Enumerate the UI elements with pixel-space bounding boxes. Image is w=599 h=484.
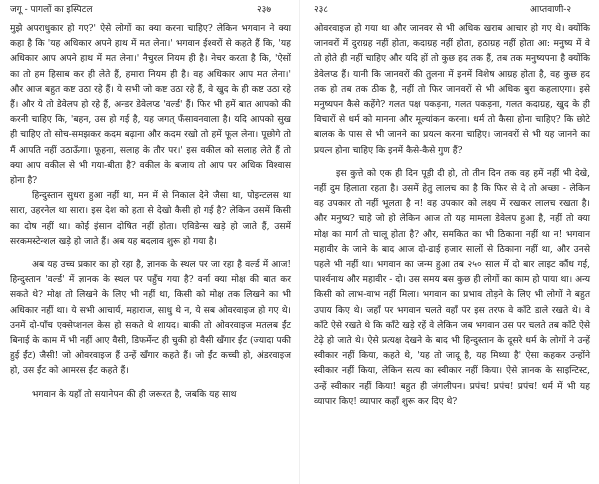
page-number: २३८ <box>314 5 329 15</box>
paragraph: इस कुत्ते को एक ही दिन पूड़ी दी हो, तो तीन दिन तक वह हमें नहीं भी देखे, नहीं दुम हिलाता रहता है। उसमें हेतु लालच का है कि फिर से दे तो अच्छा - लेकिन वह उपकार तो नहीं भूलता है न! वह उपकार को लक्ष्य में रखकर लालच रखता है। और मनुष्य? चाहे जो हो लेकिन आज तो यह मामला डेवेलप हुआ है, नहीं तो क्या मोक्ष का मार्ग तो चालू होता है? और, समकित का भी ठिकाना नहीं था न! भगवान महावीर के जाने के बाद आज दो-ढाई हजार सालों से ठिकाना नहीं था, और उनसे पहले भी नहीं था। भगवान का जन्म हुआ तब २५० साल में दो बार लाइट कौंध गई, पार्श्वनाथ और महावीर - दो। उस समय बस कुछ ही लोगों का काम हो पाया था। अन्य किसी को लाभ-वाभ नहीं मिला। भगवान का प्रभाव तोड़ने के लिए भी लोगों ने बहुत उपाय किए थे। जहाँ पर भगवान चलते वहाँ पर इस तरफ वे काँटे डाले रखते थे। वे काँटे ऐसे रखते थे कि काँटे खड़े रहें वे लेकिन जब भगवान उस पर चलते तब काँटे ऐसे टेढ़े हो जाते थे। ऐसे प्रत्यक्ष देखने के बाद भी हिन्दुस्तान के दूसरे धर्म के लोगों ने उन्हें स्वीकार नहीं किया, कहते थे, 'यह तो जादू है, यह मिथ्या है' ऐसा कहकर उन्होंने स्वीकार नहीं किया, लेकिन सत्य का स्वीकार नहीं किया। ऐसे ज्ञानक के साइन्टिस्ट, उन्हें स्वीकार नहीं किया! बहुत ही जंगलीपन। प्रपंच! प्रपंच! प्रपंच! धर्म में भी यह व्यापार किए! व्यापार कहाँ शुरू कर दिए थे? <box>314 168 590 407</box>
paragraph: मुझे अपराधुकार हो गए?' ऐसे लोगों का क्या करना चाहिए? लेकिन भगवान ने क्या कहा है कि 'यह अधिकार अपने हाथ में मत लेना।' भगवान ईश्वरों से कहते हैं कि, 'यह अधिकार आप अपने हाथ में मत लेना।' नैचुरल नियम ही है। नेचर करता है कि, 'ऐसों का तो हम हिसाब कर ही लेते हैं, हमारा नियम ही है। वह अधिकार आप मत लेना।' और आज बहुत कष्ट उठा रहे हैं। ये सभी जो कष्ट उठा रहे हैं, वे खुद के ही कष्ट उठा रहे हैं। और ये तो डेवेलप हो रहे हैं, अन्डर डेवेलप्ड 'वर्ल्ड' हैं। फिर भी हमें बात आपको की करनी चाहिए कि, 'बहन, उस हो गई है, यह जगत् फँसावनवाला है। यदि आपको सुख ही चाहिए तो सोच-समझकर कदम बढ़ाना और कदम रखो तो हमें फूल लेना। पूछोगे तो मैं आपति नहीं उठाऊँगा। फूहना, सलाह के तौर पर।' इस वकील को सलाह लेते हैं तो क्या आप वकील से भी गया-बीता है? वकील के बजाय तो आप पर अधिक विश्वास होना है? <box>10 24 291 187</box>
left-page-body <box>10 22 291 403</box>
paragraph-spacer <box>10 250 291 258</box>
paragraph-spacer <box>10 380 291 388</box>
paragraph: हिन्दुस्तान सुधरा हुआ नहीं था, मन में से निकाल देने जैसा था, पोइन्टलस था सारा, उहरनेल था सारा। इस देश को हता से देखो कैसी हो गई है? लेकिन उसमें किसी का दोष नहीं था। कोई इंसान दोषित नहीं होता। एविडेन्स खड़े हो जाते हैं, उसमें सरकमस्टेन्शल खड़े हो जाते हैं। अब यह बदलाव शुरू हो गया है। <box>10 191 291 247</box>
page-number: २३७ <box>257 5 272 15</box>
paragraph-spacer <box>314 159 590 167</box>
paragraph: अब यह उच्च प्रकार का हो रहा है, ज्ञानक के स्थल पर जा रहा है वर्ल्ड में आज! हिन्दुस्तान 'वर्ल्ड' में ज्ञानक के स्थल पर पहुँच गया है? वर्ना क्या मोक्ष की बात कर सकते थे? मोक्ष तो लिखने के लिए भी नहीं था, किसी को मोक्ष तक लिखने का भी अधिकार नहीं था। ये सभी आचार्य, महाराज, साधु थे न, ये सब ओवरवाइज हो गए थे। उनमें दो-पाँच एक्सेप्शनल केस हो सकते थे शायद। बाकी तो ओवरवाइज मतलब ईंट बिनाई के काम में भी नहीं आए वैसी, डिफर्मेन्ट ही चुकी हो वैसी खँगार ईंट (ज्यादा पकी हुई ईंट) जैसी! जो ओवरवाइज हैं उन्हें खँगार कहते हैं। जो ईंट कच्ची हो, अंडरवाइज हो, उस ईंट को आमरस ईंट कहते हैं। <box>10 260 291 377</box>
right-page <box>300 0 599 484</box>
running-title: जगू - पागलों का इस्पिटल <box>10 5 93 15</box>
paragraph: ओवरवाइज हो गया था और जानवर से भी अधिक खराब आचार हो गए थे। क्योंकि जानवरों में दुराग्रह नहीं होता, कदाग्रह नहीं होता, हठाग्रह नहीं होता आ: मनुष्य में वे तो होते ही नहीं चाहिए और यदि हों तो कुछ हद तक हैं, तब तक मनुष्यपना है क्योंकि डेवेलप्ड हैं। यानी कि जानवरों की तुलना में इनमें विशेष आग्रह होता है, वह कुछ हद तक हो तब तक ठीक है, नहीं तो फिर जानवरों से भी अधिक बुरा कहलाएगा। इसे मनुष्यपन कैसे कहेंगे? गलत पक्ष पकड़ना, गलत पकड़ना, गलत कदाग्रह, खुद के ही विचारों से धर्म को मानना और मूल्यांकन करना। धर्म तो कैसा होना चाहिए? कि छोटे बालक के पास से भी जानने का प्रयत्न करना चाहिए। जानवरों से भी यह जानने का प्रयत्न होना चाहिए कि इनमें कैसे-कैसे गुण हैं? <box>314 24 590 156</box>
right-page-body <box>314 22 590 410</box>
running-title: आप्तवाणी-२ <box>530 5 571 15</box>
left-page <box>0 0 299 484</box>
paragraph: भगवान के यहाँ तो सयानेपन की ही जरूरत है, जबकि यह साथ <box>32 389 237 400</box>
